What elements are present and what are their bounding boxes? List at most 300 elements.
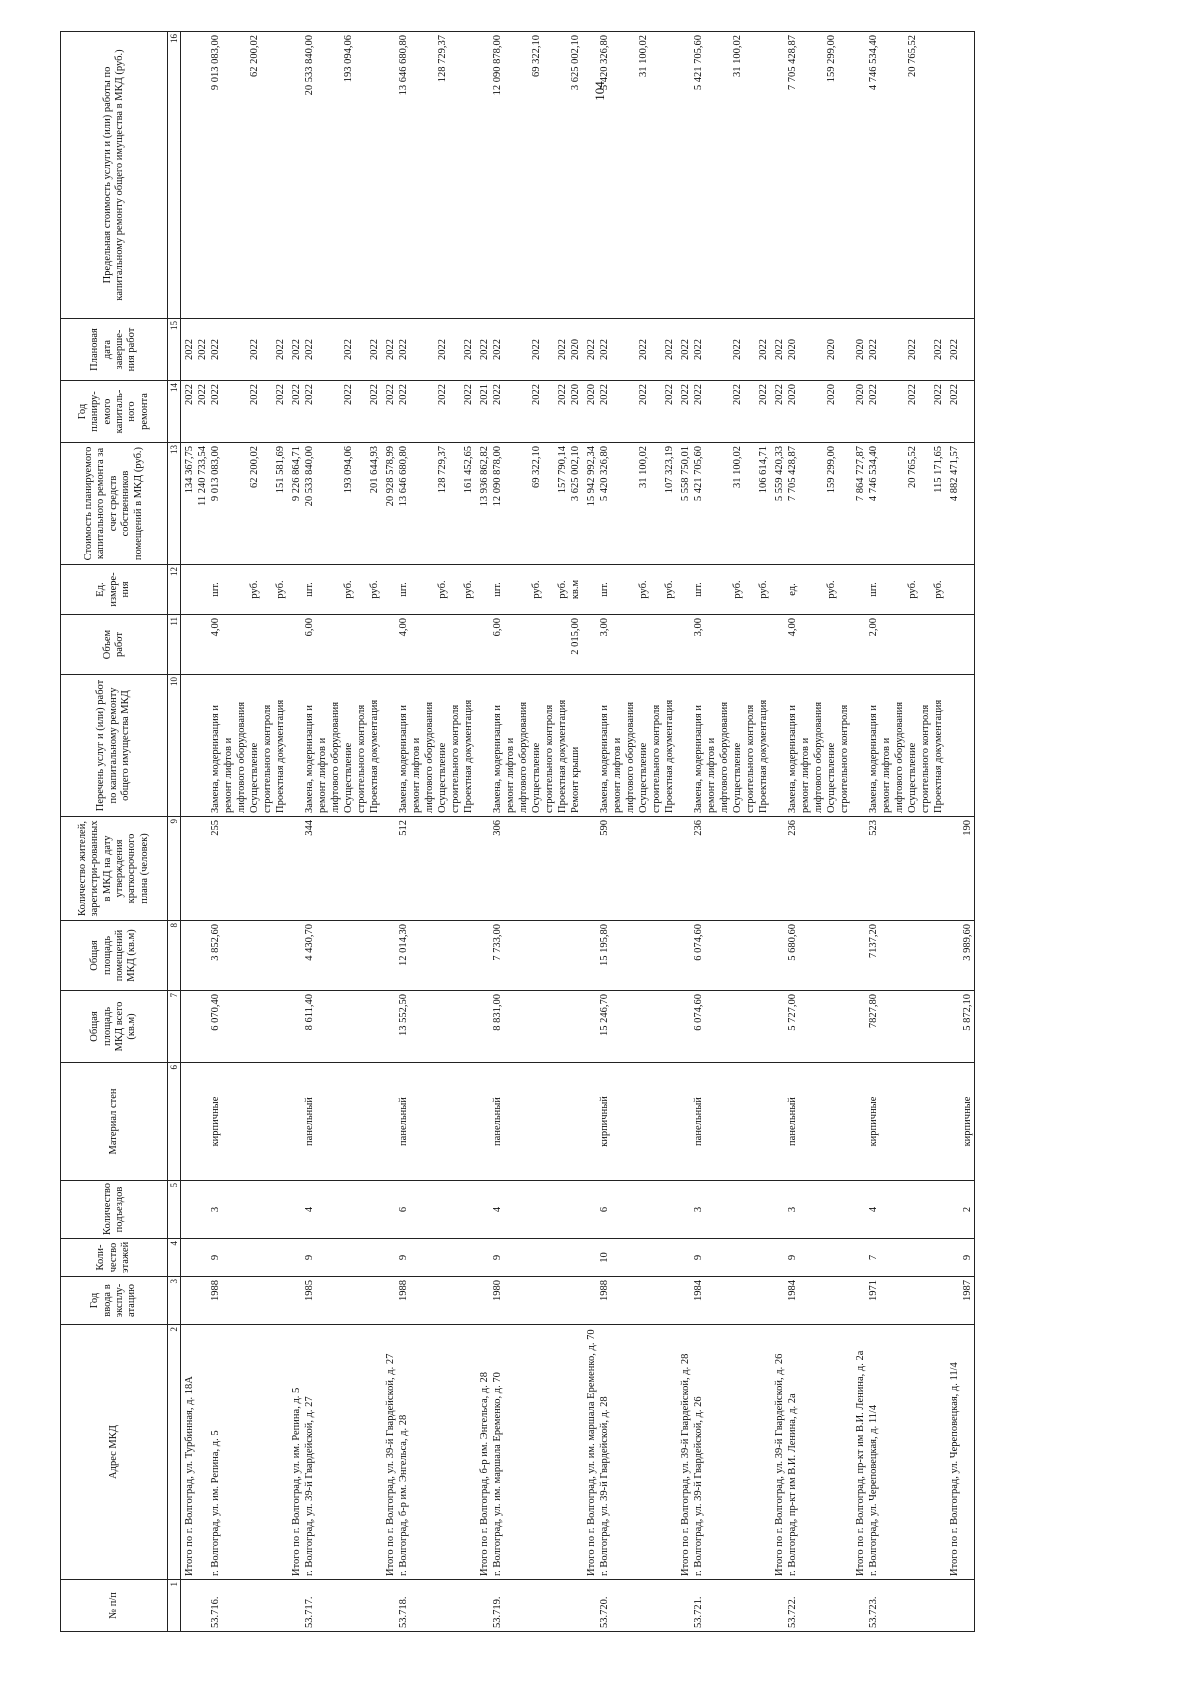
- table-cell: [962, 381, 975, 443]
- plan-year: [330, 384, 343, 439]
- table-cell: [771, 1239, 787, 1277]
- item-row: [787, 32, 852, 1632]
- table-cell: [852, 1063, 868, 1181]
- table-cell: [693, 1325, 771, 1580]
- volume: [881, 618, 894, 671]
- volume: [664, 618, 677, 671]
- limit-cost: [223, 35, 236, 315]
- item-number: 53.723.: [868, 1596, 879, 1628]
- year-built: 1988: [599, 1280, 610, 1301]
- unit: руб.: [463, 580, 474, 599]
- table-cell: [398, 381, 476, 443]
- table-cell: [677, 443, 693, 565]
- table-cell: [693, 615, 771, 675]
- area-total: 8 831,00: [492, 994, 503, 1031]
- column-number: 9: [168, 817, 181, 921]
- table-cell: [771, 991, 787, 1063]
- total-row: [852, 32, 868, 1632]
- plan-year: 2020: [570, 384, 581, 405]
- column-header: Стоимость планируемого капитального ремонта за счет средств собственников помещений в МКД (руб.): [61, 443, 168, 565]
- table-cell: [693, 675, 771, 817]
- wall-material: панельный: [492, 1097, 503, 1146]
- floors: 9: [492, 1254, 503, 1261]
- limit-cost: 5 421 705,60: [693, 35, 704, 91]
- plan-date: 2022: [343, 339, 354, 360]
- plan-date: 2022: [664, 339, 675, 360]
- floors: 10: [599, 1252, 610, 1263]
- volume: [719, 618, 732, 671]
- table-cell: [304, 675, 382, 817]
- plan-year: [813, 384, 826, 439]
- rotated-page: [60, 32, 1150, 1632]
- total-row: [946, 32, 962, 1632]
- table-cell: [476, 443, 492, 565]
- plan-year: [518, 384, 531, 439]
- limit-cost: [719, 35, 732, 315]
- area-total: 5 727,00: [787, 994, 798, 1031]
- cost: 5 420 326,80: [599, 446, 610, 502]
- limit-cost: [625, 35, 638, 315]
- plan-date: [330, 322, 343, 377]
- column-header: № п/п: [61, 1580, 168, 1632]
- item-number: 53.716.: [210, 1596, 221, 1628]
- table-cell: [787, 1239, 852, 1277]
- table-cell: [599, 615, 677, 675]
- unit: руб.: [369, 580, 380, 599]
- total-year: 2022: [385, 384, 396, 405]
- unit: [356, 568, 369, 611]
- wall-material: кирпичные: [868, 1096, 879, 1147]
- table-cell: [677, 1063, 693, 1181]
- table-cell: [693, 1063, 771, 1181]
- table-cell: [476, 1277, 492, 1325]
- work-line: Осуществление: [437, 742, 448, 813]
- volume: [839, 618, 852, 671]
- table-cell: [946, 381, 962, 443]
- total-cost: 20 928 578,99: [385, 446, 396, 507]
- table-cell: [382, 921, 398, 991]
- table-cell: [787, 1325, 852, 1580]
- work-line: Замена, модернизация и: [210, 705, 221, 813]
- floors: 9: [398, 1254, 409, 1261]
- total-cost: 4 882 471,57: [949, 446, 960, 502]
- column-number-row: [168, 32, 181, 1632]
- plan-year: 2022: [249, 384, 260, 405]
- table-cell: [210, 319, 288, 381]
- cost: 159 299,00: [826, 446, 837, 494]
- column-header: Ед. измере-ния: [61, 565, 168, 615]
- work-line: лифтового оборудования: [330, 701, 341, 813]
- plan-year: [544, 384, 557, 439]
- table-cell: [868, 675, 946, 817]
- unit: [719, 568, 732, 611]
- table-cell: [771, 675, 787, 817]
- table-cell: [787, 1277, 852, 1325]
- column-header: Общая площадь помещений МКД (кв.м): [61, 921, 168, 991]
- total-label: Итого по г. Волгоград, пр-кт им В.И. Ленина, д. 2а: [855, 1350, 866, 1576]
- plan-date: 2022: [693, 339, 704, 360]
- volume: [732, 618, 745, 671]
- table-cell: [476, 1580, 492, 1632]
- limit-cost: 31 100,02: [638, 35, 649, 77]
- table-cell: [583, 921, 599, 991]
- residents: 344: [304, 820, 315, 836]
- cost: [505, 446, 518, 561]
- plan-date: 2022: [437, 339, 448, 360]
- table-cell: [181, 1580, 211, 1632]
- floors: 9: [962, 1254, 973, 1261]
- total-cost: 5 559 420,33: [774, 446, 785, 502]
- cost: [223, 446, 236, 561]
- table-cell: [771, 319, 787, 381]
- entrances: 2: [962, 1206, 973, 1213]
- plan-year: [612, 384, 625, 439]
- plan-year: [505, 384, 518, 439]
- plan-date: [625, 322, 638, 377]
- unit: кв.м: [570, 579, 581, 600]
- area-total: 7827,80: [868, 994, 879, 1029]
- volume: [330, 618, 343, 671]
- table-cell: [476, 991, 492, 1063]
- table-cell: [181, 32, 211, 319]
- table-cell: [787, 991, 852, 1063]
- table-cell: [210, 675, 288, 817]
- table-cell: [476, 565, 492, 615]
- work-line: строительного контроля: [651, 704, 662, 813]
- cost: [356, 446, 369, 561]
- plan-year: 2022: [599, 384, 610, 405]
- plan-year: 2022: [758, 384, 769, 405]
- column-number: 3: [168, 1277, 181, 1325]
- column-number: 16: [168, 32, 181, 319]
- table-cell: [583, 615, 599, 675]
- table-cell: [599, 443, 677, 565]
- unit: [223, 568, 236, 611]
- item-number: 53.717.: [304, 1596, 315, 1628]
- table-cell: [382, 319, 398, 381]
- table-cell: [492, 1277, 583, 1325]
- table-cell: [304, 565, 382, 615]
- table-cell: [852, 32, 868, 319]
- table-cell: [946, 1063, 962, 1181]
- cost: 106 614,71: [758, 446, 769, 494]
- table-cell: [852, 615, 868, 675]
- wall-material: панельный: [693, 1097, 704, 1146]
- volume: [933, 618, 946, 671]
- table-cell: [962, 1325, 975, 1580]
- entrances: 4: [304, 1206, 315, 1213]
- unit: [262, 568, 275, 611]
- limit-cost: 4 746 534,40: [868, 35, 879, 91]
- table-cell: [583, 1277, 599, 1325]
- item-row: [210, 32, 288, 1632]
- plan-date: [223, 322, 236, 377]
- table-cell: [962, 32, 975, 319]
- volume: [236, 618, 249, 671]
- unit: руб.: [933, 580, 944, 599]
- table-cell: [181, 381, 211, 443]
- cost: 20 765,52: [907, 446, 918, 488]
- area-rooms: 4 430,70: [304, 924, 315, 961]
- work-line: лифтового оборудования: [719, 701, 730, 813]
- cost: [262, 446, 275, 561]
- floors: 9: [210, 1254, 221, 1261]
- table-cell: [787, 1063, 852, 1181]
- column-number: 8: [168, 921, 181, 991]
- table-cell: [946, 1277, 962, 1325]
- plan-year: 2022: [275, 384, 286, 405]
- entrances: 3: [693, 1206, 704, 1213]
- table-cell: [288, 1181, 304, 1239]
- table-cell: [868, 1063, 946, 1181]
- table-cell: [398, 675, 476, 817]
- cost: 157 790,14: [557, 446, 568, 494]
- table-cell: [476, 921, 492, 991]
- limit-cost: 62 200,02: [249, 35, 260, 77]
- plan-year: [424, 384, 437, 439]
- table-cell: [599, 32, 677, 319]
- work-line: ремонт лифтов и: [505, 737, 516, 813]
- table-cell: [288, 1277, 304, 1325]
- table-cell: [398, 443, 476, 565]
- cost: [625, 446, 638, 561]
- cost: 3 625 002,10: [570, 446, 581, 502]
- table-cell: [599, 1239, 677, 1277]
- plan-year: 2022: [907, 384, 918, 405]
- volume: [343, 618, 356, 671]
- item-number: 53.721.: [693, 1596, 704, 1628]
- cost: 151 581,69: [275, 446, 286, 494]
- cost: 13 646 680,80: [398, 446, 409, 507]
- table-cell: [304, 921, 382, 991]
- volume: [758, 618, 771, 671]
- limit-cost: [463, 35, 476, 315]
- plan-year: 2022: [369, 384, 380, 405]
- unit: [450, 568, 463, 611]
- plan-year: [706, 384, 719, 439]
- table-cell: [288, 381, 304, 443]
- table-cell: [398, 1580, 476, 1632]
- table-cell: [599, 817, 677, 921]
- plan-date: [612, 322, 625, 377]
- total-date: 2020: [855, 339, 866, 360]
- table-cell: [583, 1239, 599, 1277]
- plan-date: 2022: [304, 339, 315, 360]
- cost: 69 322,10: [531, 446, 542, 488]
- limit-cost: [920, 35, 933, 315]
- volume: 4,00: [787, 618, 798, 637]
- column-number: 12: [168, 565, 181, 615]
- table-cell: [693, 1277, 771, 1325]
- table-cell: [181, 1181, 211, 1239]
- table-cell: [771, 32, 787, 319]
- work-line: Проектная документация: [275, 699, 286, 813]
- table-cell: [398, 1239, 476, 1277]
- area-rooms: 3 852,60: [210, 924, 221, 961]
- plan-year: 2022: [437, 384, 448, 405]
- unit: руб.: [275, 580, 286, 599]
- table-cell: [181, 1239, 211, 1277]
- table-cell: [852, 443, 868, 565]
- plan-date: [881, 322, 894, 377]
- volume: [424, 618, 437, 671]
- total-year: 2020: [855, 384, 866, 405]
- table-cell: [304, 1580, 382, 1632]
- table-cell: [382, 817, 398, 921]
- table-cell: [288, 443, 304, 565]
- unit: ед.: [787, 583, 798, 596]
- unit: [518, 568, 531, 611]
- unit: [317, 568, 330, 611]
- wall-material: панельный: [787, 1097, 798, 1146]
- area-rooms: 7137,20: [868, 924, 879, 959]
- work-line: строительного контроля: [356, 704, 367, 813]
- cost: [651, 446, 664, 561]
- limit-cost: [262, 35, 275, 315]
- table-cell: [288, 32, 304, 319]
- total-row: [583, 32, 599, 1632]
- table-cell: [787, 32, 852, 319]
- total-date: 2022: [774, 339, 785, 360]
- work-line: Осуществление: [638, 742, 649, 813]
- table-cell: [398, 319, 476, 381]
- unit: руб.: [343, 580, 354, 599]
- entrances: 6: [398, 1206, 409, 1213]
- table-cell: [288, 991, 304, 1063]
- table-cell: [181, 565, 211, 615]
- table-cell: [304, 1239, 382, 1277]
- plan-date: [356, 322, 369, 377]
- table-cell: [583, 991, 599, 1063]
- column-number: 10: [168, 675, 181, 817]
- residents: 306: [492, 820, 503, 836]
- total-label: Итого по г. Волгоград, ул. 39-й Гвардейской, д. 27: [385, 1353, 396, 1576]
- plan-date: 2022: [868, 339, 879, 360]
- plan-date: 2022: [398, 339, 409, 360]
- total-row: [181, 32, 211, 1632]
- plan-year: [262, 384, 275, 439]
- table-cell: [962, 1580, 975, 1632]
- volume: [531, 618, 544, 671]
- table-cell: [946, 32, 962, 319]
- limit-cost: [881, 35, 894, 315]
- total-cost: 134 367,75: [184, 446, 195, 494]
- plan-date: 2020: [826, 339, 837, 360]
- table-cell: [382, 1239, 398, 1277]
- table-cell: [962, 1239, 975, 1277]
- table-cell: [962, 615, 975, 675]
- plan-year: [719, 384, 732, 439]
- table-cell: [771, 1063, 787, 1181]
- cost: [518, 446, 531, 561]
- plan-year: 2022: [868, 384, 879, 405]
- volume: [800, 618, 813, 671]
- total-year: 2022: [184, 384, 195, 405]
- unit: шт.: [210, 582, 221, 597]
- plan-date: 2022: [933, 339, 944, 360]
- limit-cost: [933, 35, 946, 315]
- item-row: [868, 32, 946, 1632]
- unit: шт.: [304, 582, 315, 597]
- total-date: 2022: [197, 339, 208, 360]
- total-year: 2022: [291, 384, 302, 405]
- cost: [544, 446, 557, 561]
- table-cell: [288, 817, 304, 921]
- table-cell: [771, 921, 787, 991]
- plan-date: [651, 322, 664, 377]
- table-cell: [787, 675, 852, 817]
- column-number: 1: [168, 1580, 181, 1632]
- entrances: 6: [599, 1206, 610, 1213]
- item-row: [304, 32, 382, 1632]
- table-cell: [210, 1181, 288, 1239]
- total-label: Итого по г. Волгоград, ул. им. маршала Еременко, д. 70: [586, 1329, 597, 1576]
- limit-cost: [839, 35, 852, 315]
- plan-year: [651, 384, 664, 439]
- table-cell: [599, 1580, 677, 1632]
- plan-date: [894, 322, 907, 377]
- cost: 31 100,02: [638, 446, 649, 488]
- table-cell: [583, 381, 599, 443]
- table-cell: [693, 921, 771, 991]
- limit-cost: [706, 35, 719, 315]
- total-year: 2022: [680, 384, 691, 405]
- item-row: [693, 32, 771, 1632]
- table-cell: [181, 319, 211, 381]
- entrances: 4: [868, 1206, 879, 1213]
- table-cell: [398, 991, 476, 1063]
- table-cell: [181, 675, 211, 817]
- table-cell: [868, 817, 946, 921]
- volume: 3,00: [599, 618, 610, 637]
- total-label: Итого по г. Волгоград, б-р им. Энгельса, д. 28: [479, 1372, 490, 1576]
- plan-year: 2022: [531, 384, 542, 405]
- cost: [839, 446, 852, 561]
- table-cell: [288, 615, 304, 675]
- plan-date: 2022: [249, 339, 260, 360]
- total-cost: 7 864 727,87: [855, 446, 866, 502]
- plan-year: [800, 384, 813, 439]
- column-number: 7: [168, 991, 181, 1063]
- table-cell: [677, 1181, 693, 1239]
- area-rooms: 7 733,00: [492, 924, 503, 961]
- limit-cost: [813, 35, 826, 315]
- item-address: г. Волгоград, пр-кт им В.И. Ленина, д. 2а: [787, 1393, 798, 1576]
- wall-material: панельный: [304, 1097, 315, 1146]
- limit-cost: [505, 35, 518, 315]
- area-total: 13 552,50: [398, 994, 409, 1036]
- unit: шт.: [599, 582, 610, 597]
- table-cell: [382, 1325, 398, 1580]
- item-address: г. Волгоград, ул. Череповецкая, д. 11/4: [868, 1404, 879, 1576]
- plan-date: 2022: [758, 339, 769, 360]
- header-row: [61, 32, 168, 1632]
- table-cell: [476, 615, 492, 675]
- work-line: строительного контроля: [262, 704, 273, 813]
- year-built: 1971: [868, 1280, 879, 1301]
- table-cell: [382, 675, 398, 817]
- table-cell: [492, 1580, 583, 1632]
- plan-year: [881, 384, 894, 439]
- column-header: Плановая дата заверше-ния работ: [61, 319, 168, 381]
- limit-cost: [518, 35, 531, 315]
- cost: 128 729,37: [437, 446, 448, 494]
- plan-date: 2020: [570, 339, 581, 360]
- limit-cost: [894, 35, 907, 315]
- limit-cost: [330, 35, 343, 315]
- unit: [544, 568, 557, 611]
- work-line: Замена, модернизация и: [693, 705, 704, 813]
